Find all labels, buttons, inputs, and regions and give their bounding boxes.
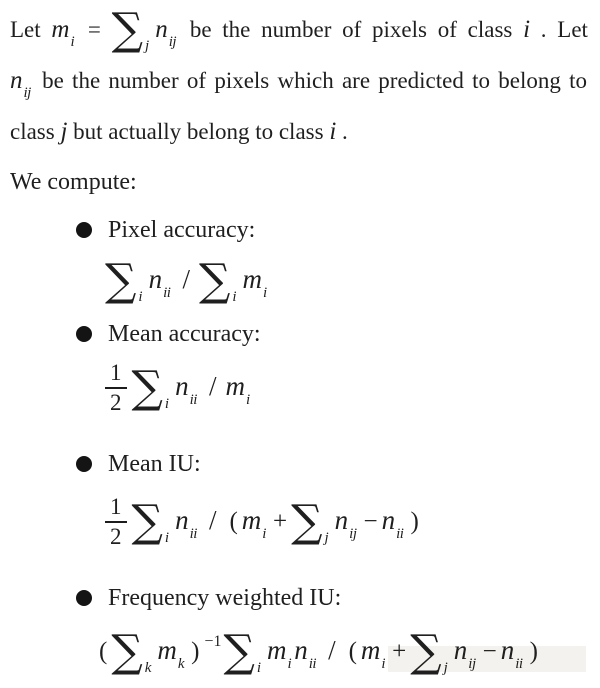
metric-label-row [10,581,600,615]
metric-label-row [10,317,600,351]
math-variable-base: n [334,505,349,535]
math-subscript: ij [23,85,31,101]
math-operator: ) [529,638,538,665]
math-variable [334,505,360,542]
math-variable [267,635,294,672]
fraction-numerator: 1 [105,493,127,523]
bullet-icon [76,456,92,472]
math-variable-base: m [360,635,381,665]
fraction-denominator: 2 [110,524,122,550]
math-variable-base: n [175,371,189,401]
text-run: but actually belong to class [67,119,330,144]
math-operator: ( [99,638,108,665]
text-run: class [10,119,61,144]
summation-symbol [111,4,156,55]
math-variable [453,635,479,672]
metric-label: Mean IU: [108,450,201,477]
math-subscript: ii [189,392,197,408]
math-variable-base: m [242,264,263,294]
text-run: be the number of pixels of class [179,17,524,42]
math-subscript: ij [349,526,357,542]
math-variable-base: n [500,635,515,665]
intro-line-2 [10,57,600,108]
math-subscript: ii [308,656,317,672]
metric-label-row [10,447,600,481]
summation-index: j [145,38,150,54]
math-operator: / [328,635,336,665]
math-operator: ( [229,508,238,535]
mean-accuracy-formula [10,351,600,423]
math-variable [242,264,270,301]
math-subscript: ii [515,656,523,672]
pixel-accuracy-formula [10,253,600,305]
summation-symbol [131,362,176,413]
math-operator: ) [191,638,200,665]
frequency-weighted-iu-formula [10,617,600,687]
math-variable [294,635,319,672]
sigma-glyph: ∑ [131,362,163,413]
math-operator: + [272,508,288,535]
summation-symbol [111,626,157,677]
fraction [105,493,127,551]
metric-pixel-accuracy [10,213,600,305]
math-variable-base: m [267,635,287,665]
summation-index: i [232,289,237,305]
math-operator: − [363,508,378,535]
math-variable [10,67,34,101]
metric-label-row [10,213,600,247]
math-variable [155,16,179,50]
text-run: = [77,17,112,42]
math-subscript: k [177,656,185,672]
summation-symbol [410,626,454,677]
summation-symbol [198,255,243,306]
summation-index: i [164,396,170,412]
summation-symbol [105,255,149,306]
fraction-numerator: 1 [105,359,127,389]
metric-mean-accuracy [10,317,600,423]
fraction-denominator: 2 [110,390,122,416]
math-operator: − [482,638,497,665]
intro-paragraph [10,6,600,155]
math-variable [51,16,77,50]
math-operator: / [208,371,217,401]
summation-symbol [131,496,176,547]
math-variable-base: j [60,118,68,145]
sigma-glyph: ∑ [131,496,163,547]
mean-iu-formula [10,483,600,559]
summation-symbol [291,496,335,547]
sigma-glyph: ∑ [105,255,137,306]
math-variable-base: n [453,635,468,665]
text-run: . Let [530,17,588,42]
math-variable [148,264,174,301]
math-operator: + [392,638,407,665]
math-operator: ) [410,508,419,535]
math-variable-base: i [329,118,337,145]
math-operator: / [208,505,217,535]
math-variable-base: n [294,635,308,665]
intro-line-3 [10,108,600,155]
math-variable-base: n [10,67,23,94]
math-variable [360,635,388,672]
summation-index: j [324,530,329,546]
bullet-icon [76,326,92,342]
sigma-glyph: ∑ [111,626,143,677]
text-run: be the number of pixels which are predicted to belong to [33,68,587,93]
math-subscript: i [381,656,386,672]
math-subscript: i [263,285,267,301]
metric-mean-iu [10,447,600,559]
text-run: . [336,119,348,144]
bullet-icon [76,222,92,238]
math-subscript: ii [189,526,197,542]
sigma-glyph: ∑ [111,4,144,55]
math-variable [175,505,200,542]
math-variable-base: n [155,16,168,43]
sigma-glyph: ∑ [410,626,442,677]
math-subscript: ii [396,526,404,542]
math-variable-base: i [523,16,531,43]
math-variable-base: n [148,264,163,294]
sigma-glyph: ∑ [291,496,323,547]
math-variable-base: m [51,16,70,43]
math-subscript: ij [468,656,476,672]
summation-index: k [144,660,152,676]
metric-frequency-weighted-iu [10,581,600,687]
math-variable [381,505,407,542]
math-variable-base: n [381,505,396,535]
metric-label: Mean accuracy: [108,320,261,347]
math-subscript: i [287,656,292,672]
math-variable [157,635,187,672]
math-subscript: i [262,526,266,542]
math-subscript: i [245,392,250,408]
summation-symbol [223,626,267,677]
math-variable [523,17,530,42]
math-variable-base: n [175,505,189,535]
math-variable [500,635,526,672]
math-subscript: ij [168,34,177,50]
fraction [105,359,127,417]
compute-heading: We compute: [10,169,137,195]
sigma-glyph: ∑ [198,255,231,306]
math-variable-base: m [157,635,177,665]
math-superscript: −1 [204,633,222,650]
math-operator: ( [348,638,357,665]
math-subscript: ii [163,285,171,301]
summation-index: i [138,289,143,305]
summation-index: j [443,660,448,676]
sigma-glyph: ∑ [223,626,255,677]
math-variable [225,371,252,408]
math-variable [241,505,269,542]
metric-label: Pixel accuracy: [108,216,256,243]
math-subscript: i [70,34,75,50]
math-variable [175,371,200,408]
intro-line-1 [10,6,600,57]
bullet-icon [76,590,92,606]
metric-label: Frequency weighted IU: [108,584,342,611]
math-variable-base: m [225,371,245,401]
text-run: Let [10,17,52,42]
summation-index: i [164,530,170,546]
math-operator: / [182,264,190,294]
summation-index: i [256,660,262,676]
math-variable-base: m [241,505,262,535]
